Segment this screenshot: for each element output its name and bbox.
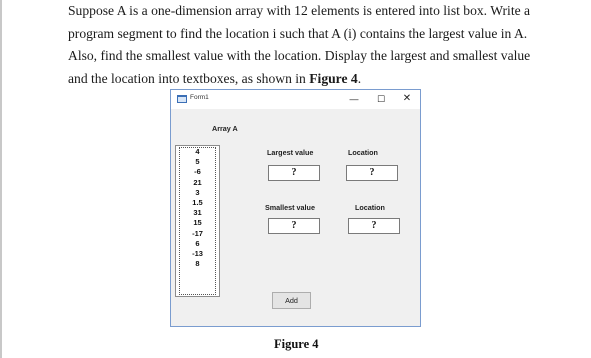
problem-line-3-text: Also, find the smallest value with the location. Display the largest and smallest value [68,48,531,63]
window-title: Form1 [190,94,209,101]
array-label: Array A [212,124,238,133]
list-item[interactable]: -6 [194,167,201,177]
largest-value-textbox[interactable]: ? [268,165,320,181]
figure-caption: Figure 4 [274,337,319,351]
problem-line-1-text: Suppose A is a one-dimension array with 12 elements is entered into list box. Write a [68,3,531,18]
problem-line-1 [68,0,588,23]
list-item[interactable]: 6 [195,238,200,248]
problem-line-2-text: program segment to find the location i such that A (i) contains the largest value in A. [68,25,528,41]
smallest-location-label: Location [355,203,385,212]
figure-reference: Figure 4 [309,70,358,86]
problem-line-4-end: . [357,70,362,86]
list-item[interactable]: 5 [195,157,200,167]
problem-line-4 [68,68,588,91]
form-app-icon [177,95,187,103]
minimize-button[interactable]: — [349,94,359,104]
list-item[interactable]: 8 [195,259,200,269]
list-item[interactable]: 21 [193,177,202,187]
form-window [170,89,421,327]
list-item[interactable]: -13 [192,248,203,258]
problem-line-4-text: and the location into textboxes, as shown in [68,70,310,86]
list-item[interactable]: 31 [193,208,202,218]
list-item[interactable]: 15 [193,218,202,228]
array-listbox[interactable] [175,145,220,297]
add-button[interactable]: Add [272,292,311,309]
title-bar[interactable] [171,90,420,109]
largest-location-label: Location [348,148,378,157]
list-item[interactable]: -17 [192,228,203,238]
largest-value-label: Largest value [267,148,314,157]
problem-text [68,0,588,90]
problem-line-2 [68,23,588,46]
list-item[interactable]: 4 [195,147,200,156]
smallest-value-label: Smallest value [265,203,315,212]
list-item[interactable]: 3 [195,187,200,197]
largest-location-textbox[interactable]: ? [346,165,398,181]
close-button[interactable]: ✕ [402,93,412,104]
smallest-value-textbox[interactable]: ? [268,218,320,234]
maximize-button[interactable]: ☐ [376,94,386,104]
smallest-location-textbox[interactable]: ? [348,218,400,234]
list-item[interactable]: 1.5 [192,197,203,207]
problem-line-3 [68,45,588,68]
